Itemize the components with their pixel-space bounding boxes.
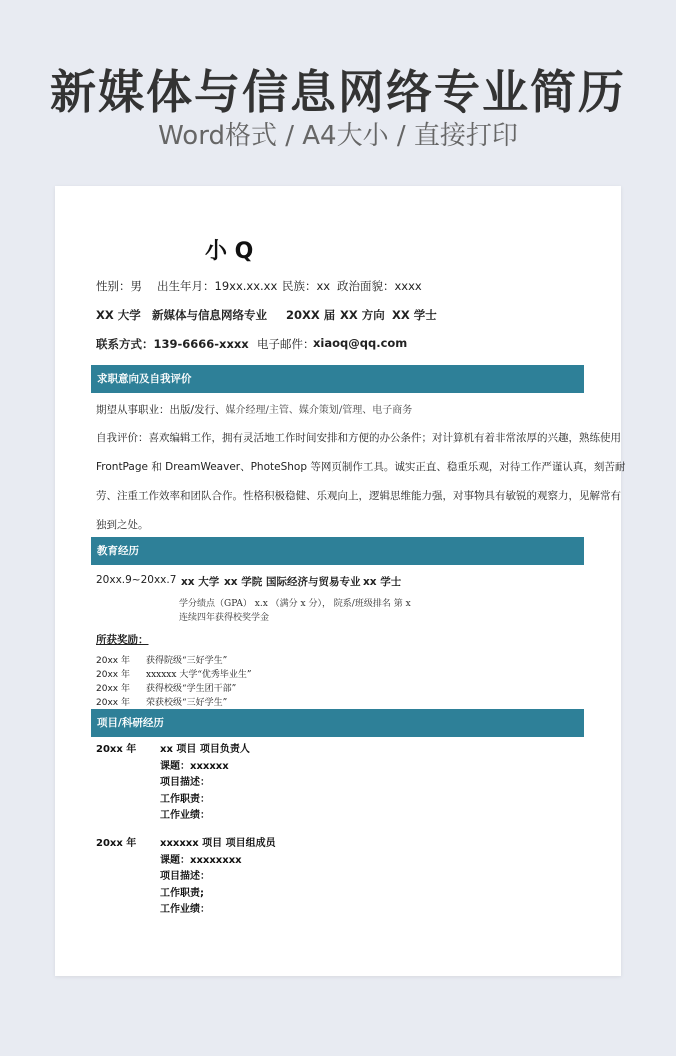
gender: 性别：男 [96,279,142,293]
self-eval-line: 自我评价：喜欢编辑工作，拥有灵活地工作时间安排和方便的办公条件；对计算机有着非常浓厚的兴趣，熟练使用 [96,432,621,444]
award-text: 获得校级“学生团干部” [146,684,237,694]
project-desc: 项目描述： [160,871,210,882]
section-header-intent: 求职意向及自我评价 [91,365,584,393]
award-text: 获得院级“三好学生” [146,656,228,666]
edu-school: xx 大学 [181,576,220,588]
project-year: 20xx 年 [96,744,137,755]
birth-date: 出生年月：19xx.xx.xx [157,279,278,293]
direction: XX 方向 [340,308,385,322]
edu-degree: xx 学士 [363,576,402,588]
award-text: xxxxxx 大学“优秀毕业生” [146,670,252,680]
project-year: 20xx 年 [96,838,137,849]
email-label: 电子邮件： [257,337,315,351]
edu-college: xx 学院 [224,576,263,588]
degree: XX 学士 [392,308,437,322]
resume-paper [55,186,626,976]
award-item [96,667,252,680]
banner-title: 新媒体与信息网络专业简历 [50,65,626,119]
major: 新媒体与信息网络专业 [152,308,267,322]
project-title: xxxxxx 项目 项目组成员 [160,838,276,849]
section-header-projects: 项目/科研经历 [91,709,584,737]
resume-name: 小 Q [205,239,254,264]
project-duty: 工作职责; [160,888,204,899]
phone: 联系方式：139-6666-xxxx [96,337,249,351]
awards-title: 所获奖励： [96,634,149,646]
self-eval-line: 劳、注重工作效率和团队合作。性格积极稳健、乐观向上，逻辑思维能力强，对事物具有敏锐的观察力，见解常有 [96,490,621,502]
award-year: 20xx 年 [96,656,130,666]
edu-major: 国际经济与贸易专业 [266,576,361,588]
school: XX 大学 [96,308,141,322]
project-desc: 项目描述： [160,777,210,788]
award-item [96,695,227,708]
job-intent [96,401,412,417]
award-year: 20xx 年 [96,698,130,708]
job-intent-list: 媒介经理/主管、媒介策划/管理、电子商务 [225,405,413,416]
project-topic: 课题：xxxxxx [160,761,229,772]
email-value[interactable]: xiaoq@qq.com [313,336,408,350]
self-eval-line: FrontPage 和 DreamWeaver、PhoteShop 等网页制作工具。诚实正直、稳重乐观，对待工作严谨认真，刻苦耐 [96,461,626,473]
political-status: 政治面貌：xxxx [337,279,422,293]
project-title: xx 项目 项目负责人 [160,744,250,755]
ethnicity: 民族：xx [282,279,331,293]
gpa-line: 学分绩点（GPA） x.x （满分 x 分）， 院系/班级排名 第 x [179,599,411,609]
job-intent-label: 期望从事职业：出版/发行、 [96,404,226,416]
project-result: 工作业绩： [160,810,210,821]
section-header-education: 教育经历 [91,537,584,565]
award-item [96,653,227,666]
award-text: 荣获校级“三好学生” [146,698,228,708]
award-item [96,681,236,694]
award-year: 20xx 年 [96,670,130,680]
graduation-year: 20XX 届 [286,308,336,322]
banner-subtitle: Word格式 / A4大小 / 直接打印 [158,121,518,151]
project-topic: 课题：xxxxxxxx [160,855,242,866]
award-year: 20xx 年 [96,684,130,694]
self-eval-line: 独到之处。 [96,519,149,531]
project-result: 工作业绩： [160,904,210,915]
project-duty: 工作职责： [160,794,210,805]
edu-period: 20xx.9~20xx.7 [96,574,177,586]
scholarship-line: 连续四年获得校奖学金 [179,613,270,623]
